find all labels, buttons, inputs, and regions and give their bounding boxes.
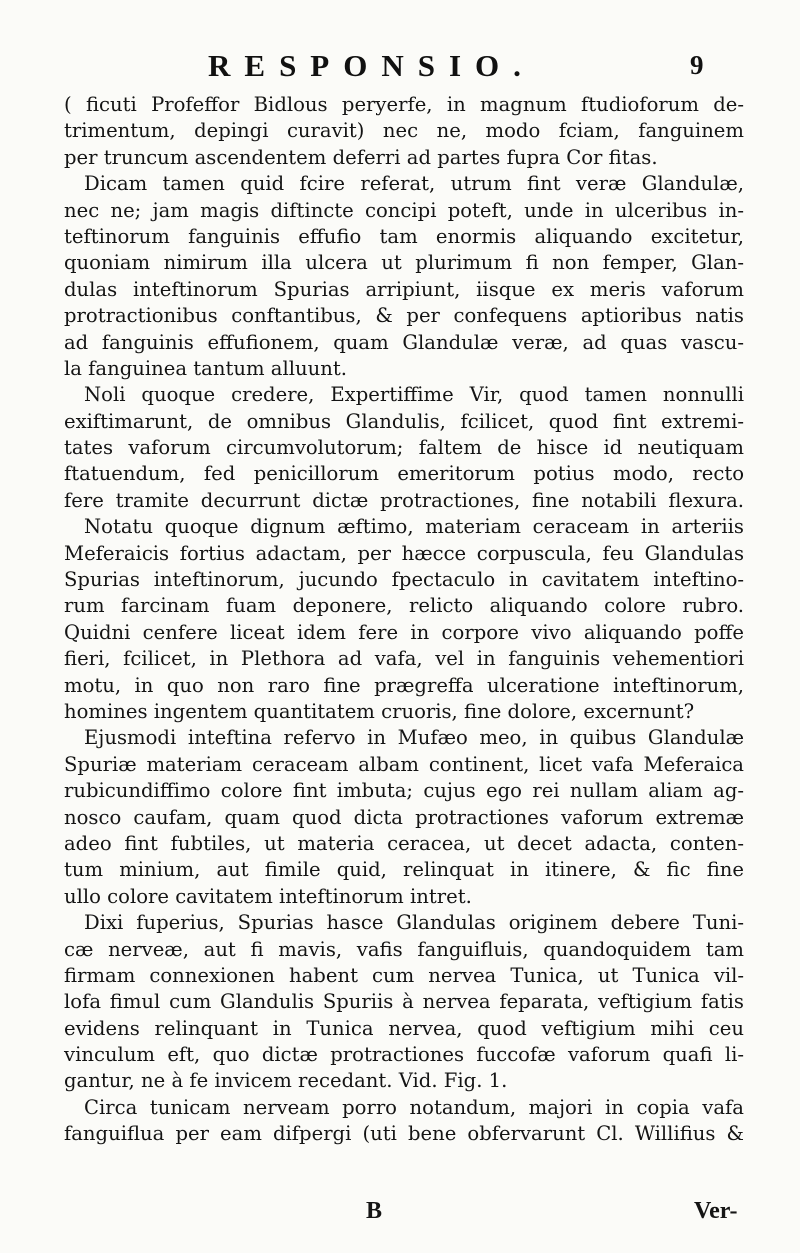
text-line: Noli quoque credere, Expertiffime Vir, quod tamen nonnulli (84, 383, 744, 407)
text-line: protractionibus conftantibus, & per confequens aptioribus natis (64, 304, 744, 328)
text-line: quoniam nimirum illa ulcera ut plurimum fi non femper, Glan- (64, 251, 744, 275)
text-line: dulas inteftinorum Spurias arripiunt, iisque ex meris vaforum (64, 277, 744, 301)
text-line: per truncum ascendentem deferri ad partes fupra Cor fitas. (64, 145, 658, 169)
catchword: Ver- (694, 1198, 738, 1224)
text-line: ad fanguinis effufionem, quam Glandulæ veræ, ad quas vascu- (64, 330, 744, 354)
body-text (64, 92, 744, 1148)
page-footer (0, 1198, 800, 1234)
text-line: fere tramite decurrunt dictæ protractiones, fine notabili flexura. (64, 488, 744, 512)
text-line: vinculum eft, quo dictæ protractiones fuccofæ vaforum quafi li- (64, 1043, 744, 1067)
text-line: firmam connexionen habent cum nervea Tunica, ut Tunica vil- (64, 963, 744, 987)
text-line: Quidni cenfere liceat idem fere in corpore vivo aliquando poffe (64, 620, 744, 644)
signature-mark: B (366, 1198, 383, 1224)
text-line: evidens relinquant in Tunica nervea, quod veftigium mihi ceu (64, 1016, 744, 1040)
page-header (0, 48, 800, 88)
text-line: Notatu quoque dignum æftimo, materiam ceraceam in arteriis (84, 515, 744, 539)
text-line: Circa tunicam nerveam porro notandum, majori in copia vafa (84, 1095, 744, 1119)
text-line: rum farcinam fuam deponere, relicto aliquando colore rubro. (64, 594, 744, 618)
text-line: fanguiflua per eam difpergi (uti bene obfervarunt Cl. Willifius & (64, 1122, 744, 1146)
text-line: nec ne; jam magis diftincte concipi poteft, unde in ulceribus in- (64, 198, 744, 222)
text-line: homines ingentem quantitatem cruoris, fine dolore, excernunt? (64, 699, 695, 723)
text-line: rubicundiffimo colore fint imbuta; cujus ego rei nullam aliam ag- (64, 779, 744, 803)
text-line: adeo fint fubtiles, ut materia ceracea, ut decet adacta, conten- (64, 831, 744, 855)
text-line: Spuriæ materiam ceraceam albam continent, licet vafa Meferaica (64, 752, 744, 776)
text-line: Ejusmodi inteftina refervo in Mufæo meo, in quibus Glandulæ (84, 726, 744, 750)
text-line: gantur, ne à fe invicem recedant. Vid. Fig. 1. (64, 1069, 508, 1093)
text-line: motu, in quo non raro fine prægreffa ulceratione inteftinorum, (64, 673, 744, 697)
text-line: fieri, fcilicet, in Plethora ad vafa, vel in fanguinis vehementiori (64, 647, 744, 671)
text-line: cæ nerveæ, aut fi mavis, vafis fanguifluis, quandoquidem tam (64, 937, 744, 961)
text-line: ftatuendum, fed penicillorum emeritorum potius modo, recto (64, 462, 744, 486)
text-line: Dixi fuperius, Spurias hasce Glandulas originem debere Tuni- (84, 911, 744, 935)
text-line: tates vaforum circumvolutorum; faltem de hisce id neutiquam (64, 436, 744, 460)
text-line: nosco caufam, quam quod dicta protractiones vaforum extremæ (64, 805, 744, 829)
text-line: exiftimarunt, de omnibus Glandulis, fcilicet, quod fint extremi- (64, 409, 744, 433)
page-number: 9 (690, 50, 704, 80)
text-line: Meferaicis fortius adactam, per hæcce corpuscula, feu Glandulas (64, 541, 744, 565)
running-head: RESPONSIO. (208, 48, 535, 83)
text-line: tum minium, aut fimile quid, relinquat in itinere, & fic fine (64, 858, 744, 882)
text-line: Dicam tamen quid fcire referat, utrum fint veræ Glandulæ, (84, 172, 744, 196)
text-line: Spurias inteftinorum, jucundo fpectaculo in cavitatem inteftino- (64, 568, 744, 592)
text-line: trimentum, depingi curavit) nec ne, modo fciam, fanguinem (64, 119, 744, 143)
text-line: ( ficuti Profeffor Bidlous peryerfe, in magnum ftudioforum de- (64, 93, 744, 116)
text-line: ullo colore cavitatem inteftinorum intret. (64, 884, 472, 908)
text-line: la fanguinea tantum alluunt. (64, 356, 347, 380)
text-line: teftinorum fanguinis effufio tam enormis aliquando excitetur, (64, 224, 744, 248)
text-line: lofa fimul cum Glandulis Spuriis à nervea feparata, veftigium fatis (64, 990, 744, 1014)
